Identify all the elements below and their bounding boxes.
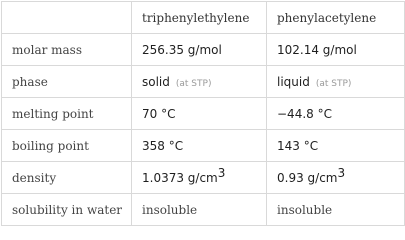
value-cell-a bbox=[132, 98, 267, 130]
value-cell-a bbox=[132, 194, 267, 226]
value-b: 102.14 g/mol bbox=[277, 42, 357, 57]
value-cell-b bbox=[267, 34, 405, 66]
value-a: 358 °C bbox=[142, 138, 184, 153]
comparison-table bbox=[1, 1, 405, 226]
row-label: density bbox=[12, 170, 57, 185]
value-cell-b bbox=[267, 130, 405, 162]
table-row-melting-point bbox=[2, 98, 405, 130]
table-row-phase bbox=[2, 66, 405, 98]
row-label: molar mass bbox=[12, 42, 82, 57]
value-a: 1.0373 g/cm bbox=[142, 170, 218, 185]
value-a-note: (at STP) bbox=[175, 78, 212, 89]
column-header-a: triphenylethylene bbox=[142, 10, 250, 25]
value-cell-a bbox=[132, 162, 267, 194]
header-cell-phenylacetylene bbox=[267, 2, 405, 34]
row-label-cell bbox=[2, 98, 132, 130]
row-label-cell bbox=[2, 130, 132, 162]
table-row-molar-mass bbox=[2, 34, 405, 66]
value-cell-a bbox=[132, 34, 267, 66]
value-cell-b bbox=[267, 66, 405, 98]
table-row-boiling-point bbox=[2, 130, 405, 162]
header-row bbox=[2, 2, 405, 34]
value-a: solid bbox=[142, 74, 170, 89]
row-label: solubility in water bbox=[12, 202, 123, 217]
table-row-solubility-in-water bbox=[2, 194, 405, 226]
row-label: phase bbox=[12, 74, 48, 89]
row-label-cell bbox=[2, 194, 132, 226]
row-label-cell bbox=[2, 34, 132, 66]
column-header-b: phenylacetylene bbox=[277, 10, 377, 25]
value-a: 70 °C bbox=[142, 106, 176, 121]
value-a: insoluble bbox=[142, 202, 198, 217]
row-label: boiling point bbox=[12, 138, 89, 153]
value-b: 143 °C bbox=[277, 138, 319, 153]
value-b: liquid bbox=[277, 74, 310, 89]
row-label: melting point bbox=[12, 106, 94, 121]
value-cell-a bbox=[132, 130, 267, 162]
value-a-superscript: 3 bbox=[217, 165, 226, 180]
row-label-cell bbox=[2, 66, 132, 98]
value-b: −44.8 °C bbox=[277, 106, 332, 121]
value-a: 256.35 g/mol bbox=[142, 42, 222, 57]
value-cell-b bbox=[267, 194, 405, 226]
value-cell-b bbox=[267, 162, 405, 194]
value-cell-a bbox=[132, 66, 267, 98]
value-b: insoluble bbox=[277, 202, 333, 217]
value-b-superscript: 3 bbox=[337, 165, 346, 180]
value-cell-b bbox=[267, 98, 405, 130]
value-b: 0.93 g/cm bbox=[277, 170, 338, 185]
value-b-note: (at STP) bbox=[315, 78, 352, 89]
row-label-cell bbox=[2, 162, 132, 194]
header-cell-triphenylethylene bbox=[132, 2, 267, 34]
header-corner-cell bbox=[2, 2, 132, 34]
table-row-density bbox=[2, 162, 405, 194]
